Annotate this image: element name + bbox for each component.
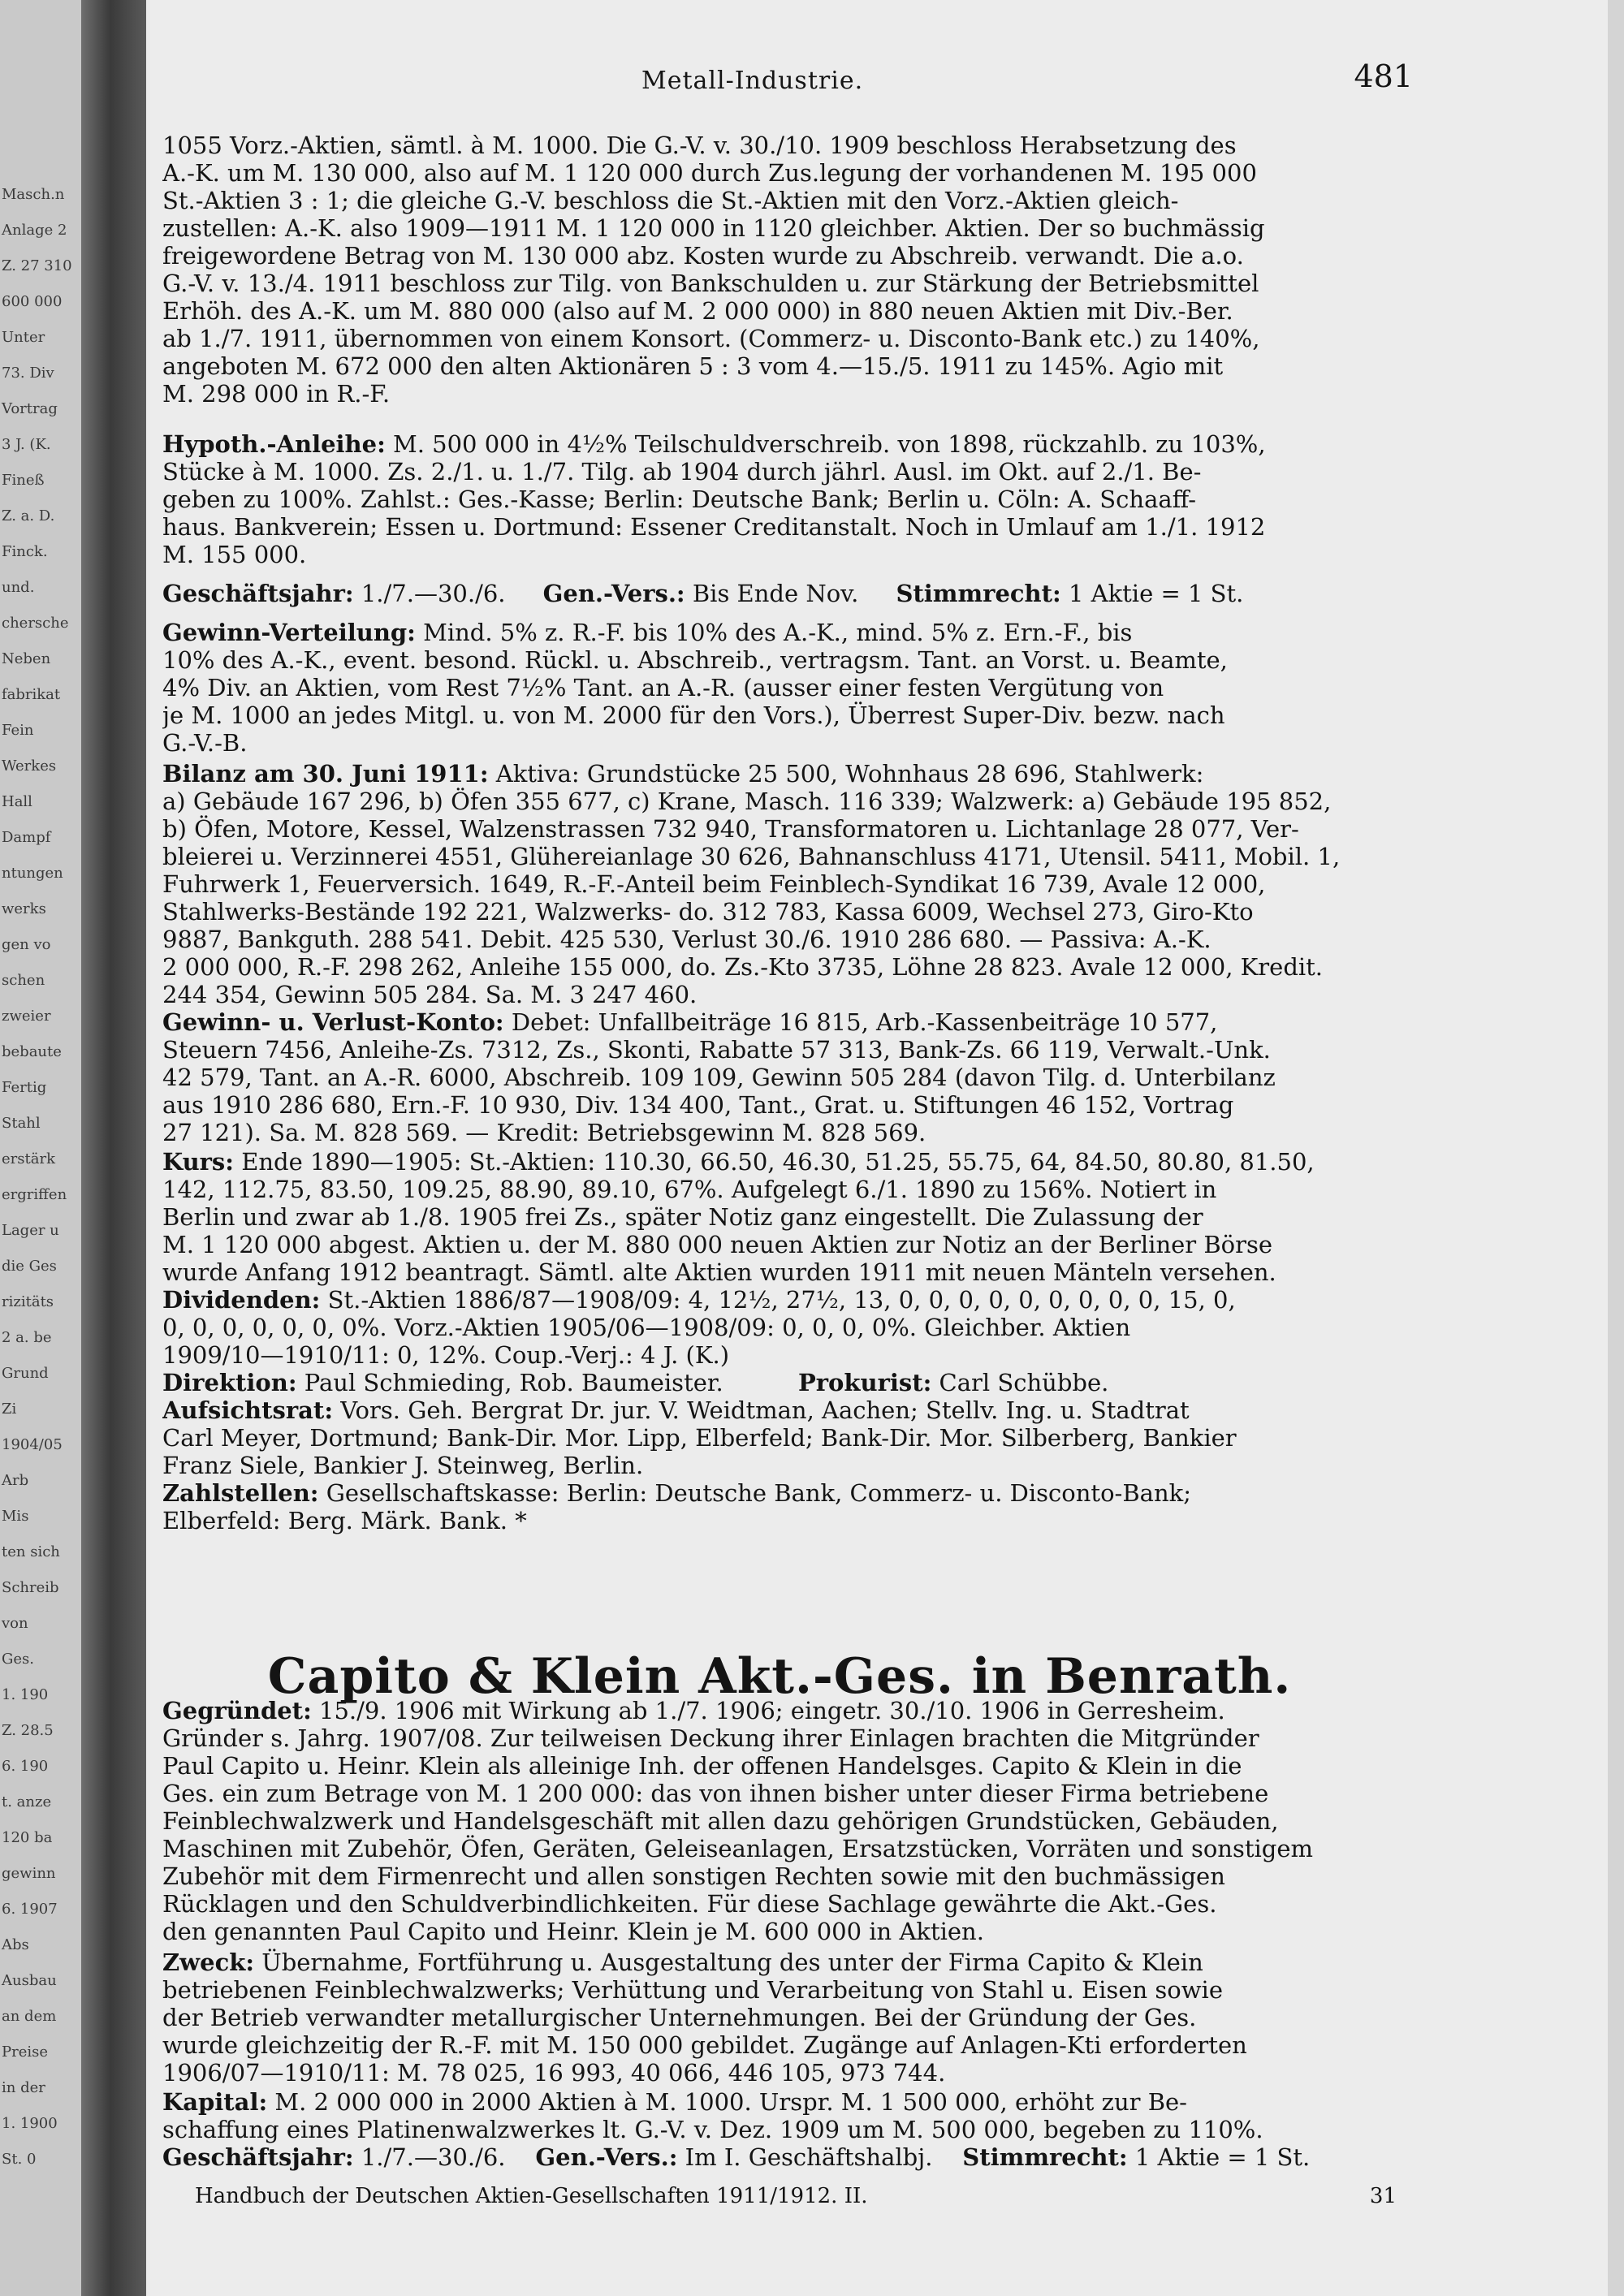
entry1-capital-history [162, 132, 1421, 408]
text-line: Erhöh. des A.-K. um M. 880 000 (also auf M. 2 000 000) in 880 neuen Aktien mit Div.-Ber. [162, 297, 1233, 325]
text-line: 142, 112.75, 83.50, 109.25, 88.90, 89.10, 67%. Aufgelegt 6./1. 1890 zu 156%. Notiert in [162, 1176, 1217, 1203]
gewinn-label: Gewinn-Verteilung: [162, 619, 416, 646]
left-page-fragment: t. anze [2, 1793, 52, 1810]
left-page-fragment: gen vo [2, 936, 51, 953]
left-page-fragment: Ges. [2, 1651, 34, 1668]
prokurist-label: Prokurist: [797, 1369, 932, 1396]
left-page-fragment: ergriffen [2, 1186, 67, 1203]
text-line: haus. Bankverein; Essen u. Dortmund: Essener Creditanstalt. Noch in Umlauf am 1./1. 1912 [162, 513, 1266, 541]
dividenden-label: Dividenden: [162, 1286, 321, 1314]
geschaeftsjahr-label: Geschäftsjahr: [162, 2143, 354, 2171]
text-line: ab 1./7. 1911, übernommen von einem Konsort. (Commerz- u. Disconto-Bank etc.) zu 140%, [162, 325, 1260, 352]
text-line: 10% des A.-K., event. besond. Rückl. u. Abschreib., vertragsm. Tant. an Vorst. u. Beamte, [162, 646, 1228, 674]
stimmrecht-label: Stimmrecht: [962, 2143, 1128, 2171]
sheet-number: 31 [1369, 2184, 1397, 2208]
bilanz-label: Bilanz am 30. Juni 1911: [162, 760, 489, 788]
left-page-fragment: ten sich [2, 1543, 60, 1560]
left-page-fragment: Preise [2, 2044, 49, 2061]
book-gutter [81, 0, 146, 2296]
text-line: G.-V. v. 13./4. 1911 beschloss zur Tilg. von Bankschulden u. zur Stärkung der Betriebsmittel [162, 270, 1259, 297]
text-line: Franz Siele, Bankier J. Steinweg, Berlin. [162, 1452, 644, 1479]
left-page-fragment: in der [2, 2079, 45, 2096]
running-title: Metall-Industrie. [641, 67, 864, 95]
text-line: M. 155 000. [162, 541, 307, 568]
text-line: Aktiva: Grundstücke 25 500, Wohnhaus 28 696, Stahlwerk: [495, 760, 1204, 788]
text-line: 9887, Bankguth. 288 541. Debit. 425 530, Verlust 30./6. 1910 286 680. — Passiva: A.-K. [162, 926, 1212, 953]
text-line: Gründer s. Jahrg. 1907/08. Zur teilweisen Deckung ihrer Einlagen brachten die Mitgründer [162, 1724, 1259, 1752]
text-line: G.-V.-B. [162, 729, 248, 757]
left-page-fragment: Dampf [2, 829, 51, 846]
left-page-fragment: rizitäts [2, 1293, 54, 1310]
text-line: Ges. ein zum Betrage von M. 1 200 000: das von ihnen bisher unter dieser Firma betriebene [162, 1780, 1269, 1807]
left-page-fragment: Masch.n [2, 186, 65, 203]
stimmrecht-value: 1 Aktie = 1 St. [1068, 580, 1244, 607]
text-line: Steuern 7456, Anleihe-Zs. 7312, Zs., Skonti, Rabatte 57 313, Bank-Zs. 66 119, Verwalt.-Unk. [162, 1036, 1271, 1064]
entry1-kurs [162, 1148, 1421, 1286]
entry1-gewinn-verteilung [162, 619, 1421, 757]
kurs-label: Kurs: [162, 1148, 234, 1176]
entry1-zahlstellen [162, 1479, 1421, 1534]
text-line: 42 579, Tant. an A.-R. 6000, Abschreib. 109 109, Gewinn 505 284 (davon Tilg. d. Unterbilanz [162, 1064, 1276, 1091]
left-page-fragment: Grund [2, 1365, 49, 1382]
stimmrecht-label: Stimmrecht: [896, 580, 1061, 607]
left-page-fragment: Vortrag [2, 400, 58, 417]
geschaeftsjahr-value: 1./7.—30./6. [361, 580, 506, 607]
text-line: Stahlwerks-Bestände 192 221, Walzwerks- do. 312 783, Kassa 6009, Wechsel 273, Giro-Kto [162, 898, 1254, 926]
text-line: zustellen: A.-K. also 1909—1911 M. 1 120 000 in 1120 gleichber. Aktien. Der so buchmässig [162, 214, 1265, 242]
text-line: bleierei u. Verzinnerei 4551, Glühereianlage 30 626, Bahnanschluss 4171, Utensil. 5411, Mobil. 1, [162, 843, 1341, 870]
left-page-fragment: 3 J. (K. [2, 436, 51, 453]
left-page-fragment: Lager u [2, 1222, 59, 1239]
genvers-value: Im I. Geschäftshalbj. [685, 2143, 933, 2171]
genvers-label: Gen.-Vers.: [535, 2143, 678, 2171]
text-line: Carl Meyer, Dortmund; Bank-Dir. Mor. Lipp, Elberfeld; Bank-Dir. Mor. Silberberg, Bankier [162, 1424, 1237, 1452]
text-line: freigewordene Betrag von M. 130 000 abz. Kosten wurde zu Abschreib. verwandt. Die a.o. [162, 242, 1244, 270]
entry1-dividenden [162, 1286, 1421, 1369]
text-line: A.-K. um M. 130 000, also auf M. 1 120 000 durch Zus.legung der vorhandenen M. 195 000 [162, 159, 1257, 187]
text-line: Übernahme, Fortführung u. Ausgestaltung des unter der Firma Capito & Klein [261, 1949, 1203, 1976]
left-page-fragment: schen [2, 972, 45, 989]
left-page-fragment: 73. Div [2, 365, 54, 382]
text-line: M. 500 000 in 4½% Teilschuldverschreib. von 1898, rückzahlb. zu 103%, [393, 430, 1266, 458]
entry1-hypoth-anleihe [162, 430, 1421, 568]
entry1-aufsichtsrat [162, 1396, 1421, 1479]
text-line: wurde Anfang 1912 beantragt. Sämtl. alte Aktien wurden 1911 mit neuen Mänteln versehen. [162, 1258, 1276, 1286]
text-line: Maschinen mit Zubehör, Öfen, Geräten, Geleiseanlagen, Ersatzstücken, Vorräten und sonstigem [162, 1835, 1313, 1862]
left-page-fragment: Finck. [2, 543, 48, 560]
entry1-bilanz [162, 760, 1421, 1008]
direktion-label: Direktion: [162, 1369, 297, 1396]
left-page-fragment: Fertig [2, 1079, 47, 1096]
left-page-fragment: Schreib [2, 1579, 59, 1596]
zahlstellen-label: Zahlstellen: [162, 1479, 319, 1507]
text-line: M. 1 120 000 abgest. Aktien u. der M. 880 000 neuen Aktien zur Notiz an der Berliner Börse [162, 1231, 1273, 1258]
text-line: schaffung eines Platinenwalzwerkes lt. G.-V. v. Dez. 1909 um M. 500 000, begeben zu 110%. [162, 2116, 1263, 2143]
text-line: 1906/07—1910/11: M. 78 025, 16 993, 40 066, 446 105, 973 744. [162, 2059, 946, 2087]
text-line: wurde gleichzeitig der R.-F. mit M. 150 000 gebildet. Zugänge auf Anlagen-Kti erforderten [162, 2031, 1247, 2059]
left-page-fragment: gewinn [2, 1865, 56, 1882]
text-line: 1909/10—1910/11: 0, 12%. Coup.-Verj.: 4 J. (K.) [162, 1341, 730, 1369]
left-page-fragment: Ausbau [2, 1972, 57, 1989]
left-page-fragment: ntungen [2, 865, 63, 882]
left-page-fragment: werks [2, 900, 46, 917]
company-title: Capito & Klein Akt.-Ges. in Benrath. [267, 1648, 1292, 1705]
genvers-label: Gen.-Vers.: [542, 580, 685, 607]
text-line: Stücke à M. 1000. Zs. 2./1. u. 1./7. Tilg. ab 1904 durch jährl. Ausl. im Okt. auf 2./1. Be- [162, 458, 1202, 486]
text-line: Vors. Geh. Bergrat Dr. jur. V. Weidtman, Aachen; Stellv. Ing. u. Stadtrat [340, 1396, 1190, 1424]
left-page-fragment: erstärk [2, 1150, 55, 1167]
text-line: a) Gebäude 167 296, b) Öfen 355 677, c) Krane, Masch. 116 339; Walzwerk: a) Gebäude 195 852, [162, 788, 1332, 815]
text-line: 1055 Vorz.-Aktien, sämtl. à M. 1000. Die G.-V. v. 30./10. 1909 beschloss Herabsetzung des [162, 132, 1237, 159]
entry2-zweck [162, 1949, 1421, 2087]
page-footer [195, 2184, 1397, 2216]
text-line: Berlin und zwar ab 1./8. 1905 frei Zs., später Notiz ganz eingestellt. Die Zulassung der [162, 1203, 1203, 1231]
left-page-fragment: Hall [2, 793, 32, 810]
left-page-fragment: von [2, 1615, 28, 1632]
left-page-fragment: an dem [2, 2008, 57, 2025]
text-line: je M. 1000 an jedes Mitgl. u. von M. 2000 für den Vors.), Überrest Super-Div. bezw. nach [162, 701, 1225, 729]
page-number: 481 [1354, 58, 1413, 94]
zweck-label: Zweck: [162, 1949, 255, 1976]
text-line: aus 1910 286 680, Ern.-F. 10 930, Div. 134 400, Tant., Grat. u. Stiftungen 46 152, Vortrag [162, 1091, 1234, 1119]
text-line: 0, 0, 0, 0, 0, 0, 0%. Vorz.-Aktien 1905/06—1908/09: 0, 0, 0, 0%. Gleichber. Aktien [162, 1314, 1131, 1341]
entry2-gegruendet [162, 1697, 1421, 1945]
gegruendet-label: Gegründet: [162, 1697, 312, 1724]
left-page-fragment: Arb [2, 1472, 29, 1489]
text-line: angeboten M. 672 000 den alten Aktionären 5 : 3 vom 4.—15./5. 1911 zu 145%. Agio mit [162, 352, 1224, 380]
text-line: 244 354, Gewinn 505 284. Sa. M. 3 247 460. [162, 981, 698, 1008]
prokurist-value: Carl Schübbe. [939, 1369, 1109, 1396]
text-line: Elberfeld: Berg. Märk. Bank. * [162, 1507, 527, 1534]
entry2-meta [162, 2143, 1421, 2171]
text-line: St.-Aktien 3 : 1; die gleiche G.-V. beschloss die St.-Aktien mit den Vorz.-Aktien gleich- [162, 187, 1179, 214]
left-page-fragment: Abs [2, 1936, 29, 1953]
geschaeftsjahr-value: 1./7.—30./6. [361, 2143, 506, 2171]
left-page-fragment: Unter [2, 329, 45, 346]
entry1-direktion [162, 1369, 1421, 1396]
entry1-meta [162, 580, 1421, 607]
left-page-fragment: zweier [2, 1008, 51, 1025]
left-page-fragment: 1. 1900 [2, 2115, 58, 2132]
running-header [146, 58, 1413, 99]
text-line: 15./9. 1906 mit Wirkung ab 1./7. 1906; eingetr. 30./10. 1906 in Gerresheim. [319, 1697, 1225, 1724]
geschaeftsjahr-label: Geschäftsjahr: [162, 580, 354, 607]
left-page-fragment: 1904/05 [2, 1436, 63, 1453]
text-line: Zubehör mit dem Firmenrecht und allen sonstigen Rechten sowie mit den buchmässigen [162, 1862, 1225, 1890]
left-page-fragment: chersche [2, 615, 69, 632]
left-page-fragment: Stahl [2, 1115, 41, 1132]
left-page-fragment: Z. 27 310 [2, 257, 72, 274]
text-line: betriebenen Feinblechwalzwerks; Verhüttung und Verarbeitung von Stahl u. Eisen sowie [162, 1976, 1223, 2004]
kapital-label: Kapital: [162, 2088, 268, 2116]
left-page-fragment: Fineß [2, 472, 45, 489]
text-line: Rücklagen und den Schuldverbindlichkeiten. Für diese Sachlage gewährte die Akt.-Ges. [162, 1890, 1217, 1918]
left-page-fragment: Anlage 2 [2, 222, 67, 239]
text-line: der Betrieb verwandter metallurgischer Unternehmungen. Bei der Gründung der Ges. [162, 2004, 1197, 2031]
left-page-fragment: die Ges [2, 1258, 57, 1275]
text-line: Debet: Unfallbeiträge 16 815, Arb.-Kassenbeiträge 10 577, [511, 1008, 1218, 1036]
text-line: Gesellschaftskasse: Berlin: Deutsche Bank, Commerz- u. Disconto-Bank; [326, 1479, 1191, 1507]
left-page-fragment: Mis [2, 1508, 29, 1525]
text-line: geben zu 100%. Zahlst.: Ges.-Kasse; Berlin: Deutsche Bank; Berlin u. Cöln: A. Schaaff- [162, 486, 1197, 513]
left-page-fragment: fabrikat [2, 686, 61, 703]
left-page-fragment: Werkes [2, 757, 57, 775]
text-line: Mind. 5% z. R.-F. bis 10% des A.-K., mind. 5% z. Ern.-F., bis [423, 619, 1133, 646]
left-page-fragment: bebaute [2, 1043, 62, 1060]
text-line: b) Öfen, Motore, Kessel, Walzenstrassen 732 940, Transformatoren u. Lichtanlage 28 077, Ver- [162, 815, 1299, 843]
text-line: Ende 1890—1905: St.-Aktien: 110.30, 66.50, 46.30, 51.25, 55.75, 64, 84.50, 80.80, 81.50, [241, 1148, 1315, 1176]
page-edge [1608, 0, 1624, 2296]
left-page-fragment: 2 a. be [2, 1329, 52, 1346]
text-line: M. 298 000 in R.-F. [162, 380, 391, 408]
text-line: St.-Aktien 1886/87—1908/09: 4, 12½, 27½, 13, 0, 0, 0, 0, 0, 0, 0, 0, 0, 15, 0, [327, 1286, 1236, 1314]
left-page-fragment: Fein [2, 722, 34, 739]
book-page [146, 0, 1608, 2296]
left-page-fragment: 120 ba [2, 1829, 53, 1846]
text-line: Feinblechwalzwerk und Handelsgeschäft mit allen dazu gehörigen Grundstücken, Gebäuden, [162, 1807, 1279, 1835]
stimmrecht-value: 1 Aktie = 1 St. [1134, 2143, 1311, 2171]
text-line: 2 000 000, R.-F. 298 262, Anleihe 155 000, do. Zs.-Kto 3735, Löhne 28 823. Avale 12 000, Kredit. [162, 953, 1324, 981]
text-line: M. 2 000 000 in 2000 Aktien à M. 1000. Urspr. M. 1 500 000, erhöht zur Be- [274, 2088, 1187, 2116]
left-page-fragment: 6. 190 [2, 1758, 49, 1775]
text-line: 27 121). Sa. M. 828 569. — Kredit: Betriebsgewinn M. 828 569. [162, 1119, 926, 1146]
left-page-fragment: Z. a. D. [2, 507, 55, 524]
entry2-kapital [162, 2088, 1421, 2143]
hypoth-label: Hypoth.-Anleihe: [162, 430, 386, 458]
left-page-fragment: Zi [2, 1400, 17, 1418]
left-page-fragment: Z. 28.5 [2, 1722, 54, 1739]
left-page-margin [0, 0, 81, 2296]
text-line: 4% Div. an Aktien, vom Rest 7½% Tant. an A.-R. (ausser einer festen Vergütung von [162, 674, 1164, 701]
text-line: Fuhrwerk 1, Feuerversich. 1649, R.-F.-Anteil beim Feinblech-Syndikat 16 739, Avale 12 000, [162, 870, 1266, 898]
text-line: Paul Capito u. Heinr. Klein als alleinige Inh. der offenen Handelsges. Capito & Klein in die [162, 1752, 1242, 1780]
left-page-fragment: und. [2, 579, 35, 596]
left-page-fragment: 6. 1907 [2, 1901, 58, 1918]
left-page-fragment: Neben [2, 650, 51, 667]
text-line: den genannten Paul Capito und Heinr. Klein je M. 600 000 in Aktien. [162, 1918, 984, 1945]
left-page-fragment: St. 0 [2, 2151, 37, 2168]
left-page-fragment: 600 000 [2, 293, 63, 310]
direktion-value: Paul Schmieding, Rob. Baumeister. [304, 1369, 723, 1396]
guv-label: Gewinn- u. Verlust-Konto: [162, 1008, 504, 1036]
entry1-gewinn-verlust [162, 1008, 1421, 1146]
genvers-value: Bis Ende Nov. [692, 580, 859, 607]
aufsichtsrat-label: Aufsichtsrat: [162, 1396, 334, 1424]
left-page-fragment: 1. 190 [2, 1686, 49, 1703]
footer-text: Handbuch der Deutschen Aktien-Gesellschaften 1911/1912. II. [195, 2184, 868, 2208]
